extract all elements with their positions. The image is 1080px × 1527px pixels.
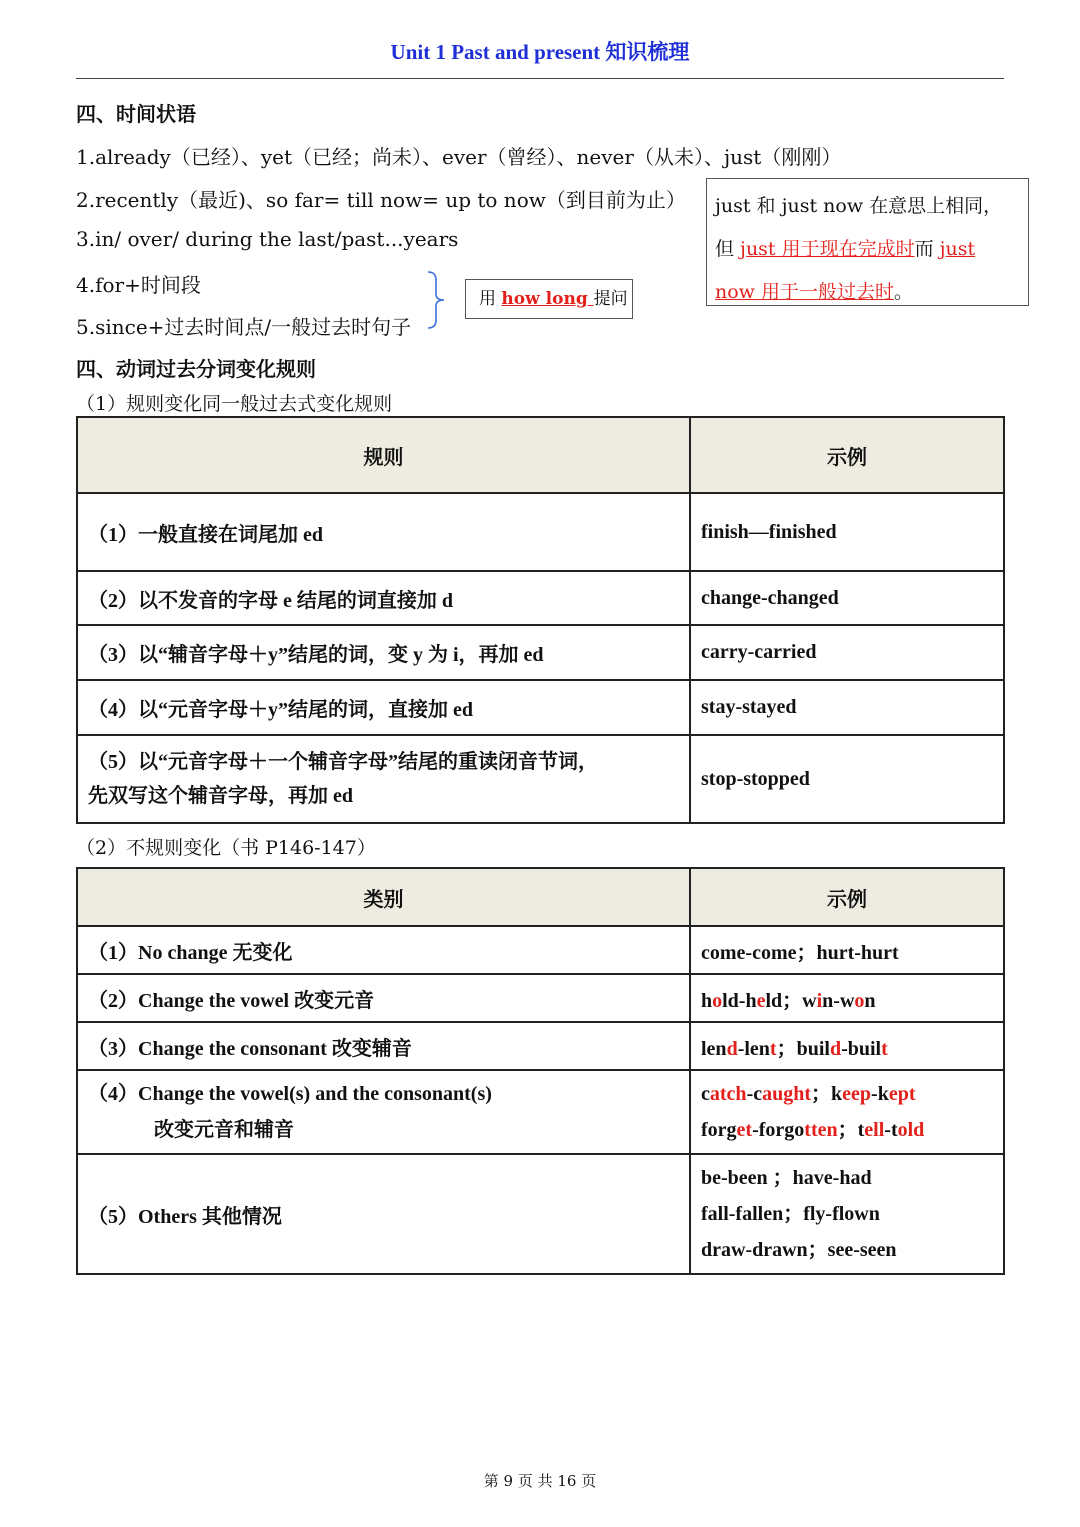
example-cell: hold-held；win-won [690, 974, 1004, 1022]
column-header-category: 类别 [77, 868, 690, 926]
category-line-2: 改变元音和辅音 [154, 1119, 294, 1141]
column-header-example: 示例 [690, 417, 1004, 493]
example-line-1: be-been ；have-had [701, 1167, 872, 1189]
note-part1: just 和 just now 在意思上相同， [715, 195, 1003, 217]
table-row [77, 1070, 1004, 1154]
time-item-5: 5.since+过去时间点/一般过去时句子 [76, 315, 412, 339]
time-item-2: 2.recently（最近)、so far= till now= up to now（到目前为止） [76, 188, 686, 212]
table-row [77, 625, 1004, 680]
category-cell [77, 1070, 690, 1154]
time-item-3: 3.in/ over/ during the last/past...years [76, 227, 459, 251]
how-long-suffix: 提问 [593, 289, 628, 309]
table-row [77, 493, 1004, 571]
how-long-keyword: how long [501, 289, 594, 309]
table-row [77, 680, 1004, 735]
just-note-box [706, 178, 1029, 306]
rule-line-1: （5）以“元音字母＋一个辅音字母”结尾的重读闭音节词， [88, 751, 598, 773]
column-header-example: 示例 [690, 868, 1004, 926]
category-cell: （5）Others 其他情况 [77, 1154, 690, 1274]
table-row [77, 1022, 1004, 1070]
rule-cell: （4）以“元音字母＋y”结尾的词，直接加 ed [77, 680, 690, 735]
example-cell: stop-stopped [690, 735, 1004, 823]
table-row [77, 735, 1004, 823]
table-header-row [77, 417, 1004, 493]
time-item-1: 1.already（已经）、yet（已经；尚未）、ever（曾经）、never（从未）、just（刚刚） [76, 145, 842, 169]
how-long-prefix: 用 [479, 289, 502, 309]
rule-cell: （2）以不发音的字母 e 结尾的词直接加 d [77, 571, 690, 625]
example-cell: come-come；hurt-hurt [690, 926, 1004, 974]
note-part2: 但 [715, 238, 741, 260]
note-part5: just now 用于一般过去时 [715, 238, 976, 303]
category-cell: （1）No change 无变化 [77, 926, 690, 974]
irregular-table [76, 867, 1005, 1275]
header-divider [76, 78, 1004, 79]
rule-line-2: 先双写这个辅音字母，再加 ed [88, 785, 353, 807]
regular-caption: （1）规则变化同一般过去式变化规则 [76, 393, 393, 415]
rule-cell [77, 735, 690, 823]
section-heading-pp: 四、动词过去分词变化规则 [76, 357, 316, 381]
note-part6: 。 [893, 281, 913, 303]
category-cell: （3）Change the consonant 改变辅音 [77, 1022, 690, 1070]
example-cell: finish—finished [690, 493, 1004, 571]
example-cell [690, 1070, 1004, 1154]
page-title: Unit 1 Past and present 知识梳理 [390, 40, 690, 64]
example-cell: lend-lent；build-built [690, 1022, 1004, 1070]
section-heading-time: 四、时间状语 [76, 102, 196, 126]
table-row [77, 571, 1004, 625]
example-line-1: catch-caught；keep-kept [701, 1083, 916, 1105]
time-item-4: 4.for+时间段 [76, 273, 201, 297]
example-cell: change-changed [690, 571, 1004, 625]
table-row [77, 926, 1004, 974]
how-long-box [465, 279, 633, 319]
example-cell: carry-carried [690, 625, 1004, 680]
example-cell [690, 1154, 1004, 1274]
note-part3: just 用于现在完成时 [740, 238, 915, 260]
irregular-caption: （2）不规则变化（书 P146-147） [76, 837, 376, 859]
category-cell: （2）Change the vowel 改变元音 [77, 974, 690, 1022]
example-line-2: fall-fallen；fly-flown [701, 1203, 880, 1225]
table-row [77, 1154, 1004, 1274]
regular-rules-table [76, 416, 1005, 824]
rule-cell: （3）以“辅音字母＋y”结尾的词，变 y 为 i，再加 ed [77, 625, 690, 680]
column-header-rule: 规则 [77, 417, 690, 493]
page-number: 第 9 页 共 16 页 [483, 1472, 597, 1490]
example-cell: stay-stayed [690, 680, 1004, 735]
note-part4: 而 [914, 238, 940, 260]
table-row [77, 974, 1004, 1022]
curly-brace-icon [424, 270, 454, 330]
example-line-3: draw-drawn；see-seen [701, 1239, 897, 1261]
table-header-row [77, 868, 1004, 926]
rule-cell: （1）一般直接在词尾加 ed [77, 493, 690, 571]
category-line-1: （4）Change the vowel(s) and the consonant(s) [88, 1083, 492, 1105]
example-line-2: forget-forgotten；tell-told [701, 1119, 925, 1141]
